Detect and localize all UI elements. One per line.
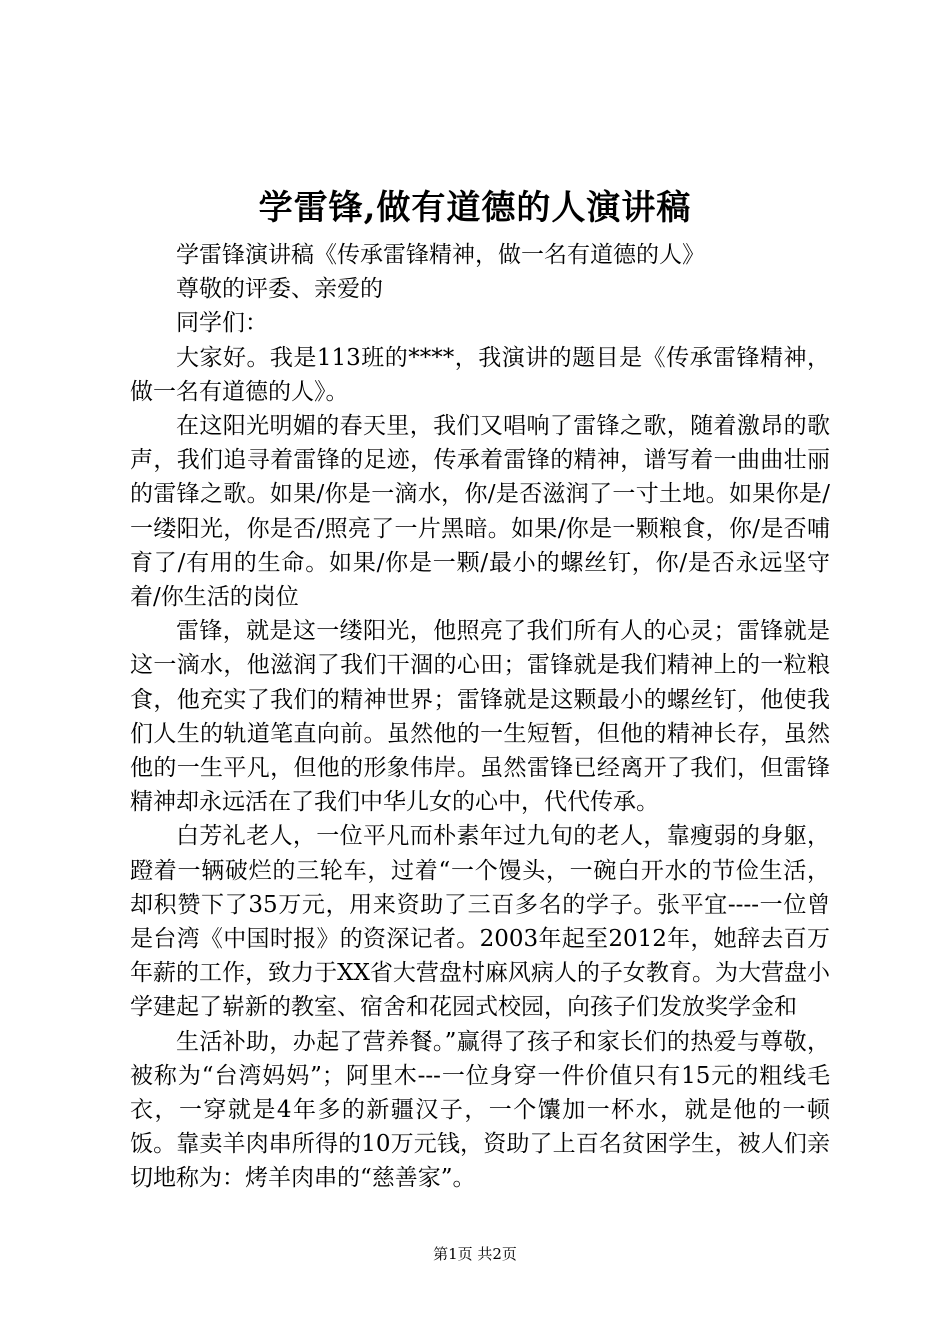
document-title: 学雷锋,做有道德的人演讲稿 [258, 188, 692, 228]
page-number-footer: 第1页 共2页 [433, 1245, 517, 1263]
paragraph-salutation-1: 尊敬的评委、亲爱的 [176, 276, 383, 303]
document-body [130, 238, 830, 1196]
paragraph-examples-continued: 生活补助，办起了营养餐。”赢得了孩子和家长们的热爱与尊敬，被称为“台湾妈妈”；阿里木---一位身穿一件价值只有15元的粗线毛衣，一穿就是4年多的新疆汉子，一个馕加一杯水，就是他的一顿饭。靠卖羊肉串所得的10万元钱，资助了上百名贫困学生，被人们亲切地称为：烤羊肉串的“慈善家”。 [130, 1028, 830, 1192]
paragraph-spring: 在这阳光明媚的春天里，我们又唱响了雷锋之歌，随着激昂的歌声，我们追寻着雷锋的足迹，传承着雷锋的精神，谱写着一曲曲壮丽的雷锋之歌。如果/你是一滴水，你/是否滋润了一寸土地。如果你是/一缕阳光，你是否/照亮了一片黑暗。如果/你是一颗粮食，你/是否哺育了/有用的生命。如果/你是一颗/最小的螺丝钉，你/是否永远坚守着/你生活的岗位 [130, 413, 830, 611]
paragraph-greeting: 大家好。我是113班的****，我演讲的题目是《传承雷锋精神，做一名有道德的人》。 [130, 344, 830, 405]
paragraph-salutation-2: 同学们： [176, 310, 268, 337]
paragraph-speech-heading: 学雷锋演讲稿《传承雷锋精神，做一名有道德的人》 [176, 242, 705, 268]
paragraph-examples: 白芳礼老人，一位平凡而朴素年过九旬的老人，靠瘦弱的身躯，蹬着一辆破烂的三轮车，过着“一个馒头，一碗白开水的节俭生活，却积赞下了35万元，用来资助了三百多名的学子。张平宜----一位曾是台湾《中国时报》的资深记者。2003年起至2012年，她辞去百万年薪的工作，致力于XX省大营盘村麻风病人的子女教育。为大营盘小学建起了崭新的教室、宿舍和花园式校园，向孩子们发放奖学金和 [130, 823, 830, 1021]
paragraph-leifeng: 雷锋，就是这一缕阳光，他照亮了我们所有人的心灵；雷锋就是这一滴水，他滋润了我们干涸的心田；雷锋就是我们精神上的一粒粮食，他充实了我们的精神世界；雷锋就是这颗最小的螺丝钉，他使我们人生的轨道笔直向前。虽然他的一生短暂，但他的精神长存，虽然他的一生平凡，但他的形象伟岸。虽然雷锋已经离开了我们，但雷锋精神却永远活在了我们中华儿女的心中，代代传承。 [130, 618, 830, 816]
